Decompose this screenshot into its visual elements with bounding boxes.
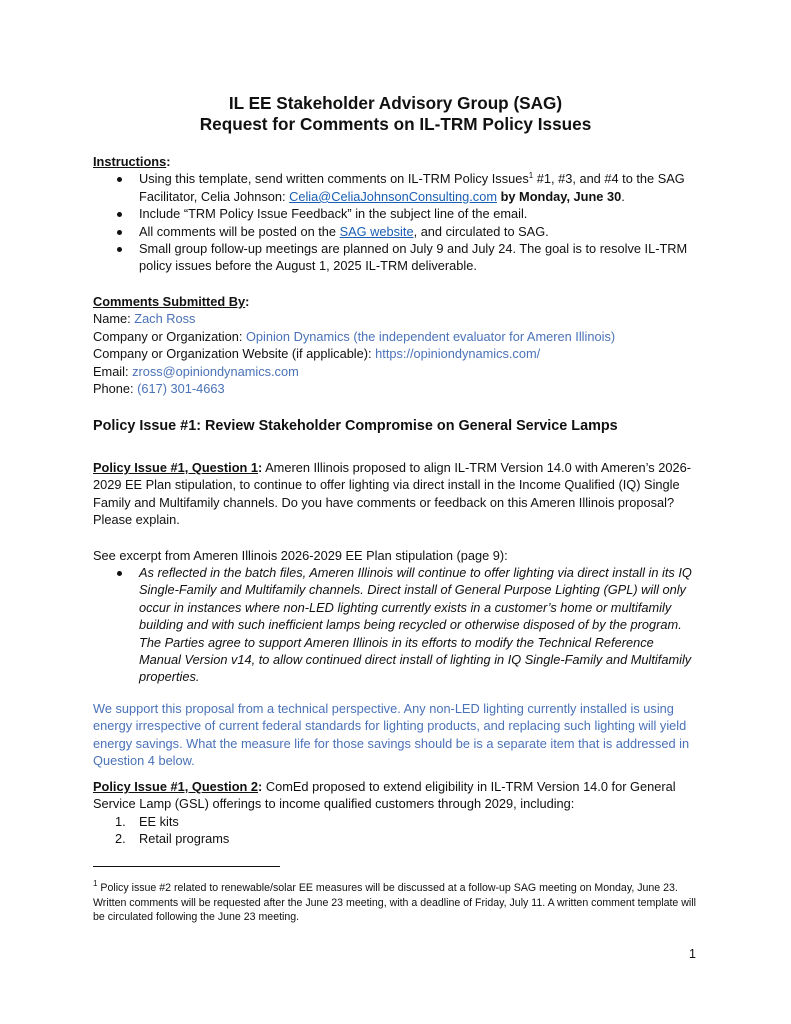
website-value: https://opiniondynamics.com/: [375, 346, 541, 362]
bullet-icon: [117, 247, 122, 252]
instructions-heading: Instructions:: [93, 154, 171, 169]
excerpt-intro: See excerpt from Ameren Illinois 2026-2029 EE Plan stipulation (page 9):: [93, 548, 508, 563]
name-value: Zach Ross: [134, 311, 196, 327]
footnote-divider: [93, 866, 280, 867]
deadline: by Monday, June 30: [500, 188, 622, 204]
email-row: Email: zross@opiniondynamics.com: [93, 363, 299, 379]
organization-value: Opinion Dynamics (the independent evaluator for Ameren Illinois): [245, 328, 616, 344]
instructions-section: [93, 153, 697, 275]
response-text: We support this proposal from a technical perspective. Any non-LED lighting currently installed is using energy irrespective of current federal standards for lighting products, and replacing such lighting will yield energy savings. What the measure life for those savings should be is a separate item that is addressed in Question 4 below.: [93, 701, 690, 769]
phone-value: (617) 301-4663: [137, 381, 225, 397]
title-line-1: IL EE Stakeholder Advisory Group (SAG): [228, 93, 563, 113]
document-title: [0, 93, 791, 135]
footnote-reference[interactable]: 1: [528, 171, 534, 181]
instruction-item-3: All comments will be posted on the SAG website, and circulated to SAG.: [93, 223, 697, 240]
question-2-label: Policy Issue #1, Question 2: [93, 779, 259, 794]
instructions-list: [93, 170, 697, 274]
list-item: 1. EE kits: [115, 813, 179, 829]
footnote: [93, 881, 697, 925]
bullet-icon: [117, 230, 122, 235]
bullet-icon: [117, 571, 122, 576]
instruction-item-4: Small group follow-up meetings are planned on July 9 and July 24. The goal is to resolve IL-TRM policy issues before the August 1, 2025 IL-TRM deliverable.: [93, 240, 697, 275]
email-value: zross@opiniondynamics.com: [132, 363, 299, 379]
phone-row: Phone: (617) 301-4663: [93, 381, 225, 397]
title-line-2: Request for Comments on IL-TRM Policy Issues: [199, 114, 592, 134]
question-1: Policy Issue #1, Question 1: Ameren Illinois proposed to align IL-TRM Version 14.0 with Ameren’s 2026-2029 EE Plan stipulation, to continue to offer lighting via direct install in the Income Qualified (IQ) Single Family and Multifamily channels. Do you have comments or feedback on this Ameren Illinois proposal? Please explain.: [93, 460, 691, 528]
page-number: 1: [689, 947, 696, 961]
footnote-marker: 1: [93, 879, 98, 888]
facilitator-email-link[interactable]: Celia@CeliaJohnsonConsulting.com: [289, 188, 497, 204]
submitter-heading: Comments Submitted By:: [93, 294, 250, 309]
excerpt-text: As reflected in the batch files, Ameren Illinois will continue to offer lighting via direct install in its IQ Single-Family and Multifamily channels. Direct install of General Purpose Lighting (GPL) will only occur in instances where non-LED lighting currently exists in a customer’s home or multifamily building and with such inefficient lamps being recycled or otherwise disposed of by the program. The Parties agree to support Ameren Illinois in its efforts to modify the Technical Reference Manual Version v14, to allow continued direct install of lighting in IQ Single-Family and Multifamily properties.: [139, 565, 692, 685]
sag-website-link[interactable]: SAG website: [339, 223, 414, 239]
name-row: Name: Zach Ross: [93, 311, 196, 327]
submitter-section: [93, 293, 697, 397]
excerpt-list: [93, 564, 697, 686]
list-item: 2. Retail programs: [115, 831, 230, 847]
instruction-item-2: Include “TRM Policy Issue Feedback” in the subject line of the email.: [93, 205, 697, 222]
question-2: Policy Issue #1, Question 2: ComEd proposed to extend eligibility in IL-TRM Version 14.0 for General Service Lamp (GSL) offerings to income qualified customers through 2029, including: 1. EE kits 2. Retail programs: [93, 778, 697, 848]
excerpt-section: [93, 564, 697, 686]
excerpt-item: [93, 564, 697, 686]
bullet-icon: [117, 212, 122, 217]
website-row: Company or Organization Website (if applicable): https://opiniondynamics.com/: [93, 346, 541, 362]
instruction-item-1: Using this template, send written comments on IL-TRM Policy Issues$^1$ #1, #3, and #4 to the SAG Facilitator, Celia Johnson: Celia@CeliaJohnsonConsulting.com by Monday, June 30.: [93, 170, 697, 205]
question-1-label: Policy Issue #1, Question 1: [93, 460, 259, 475]
footnote-text: Policy issue #2 related to renewable/solar EE measures will be discussed at a follow-up SAG meeting on Monday, June 23. Written comments will be requested after the June 23 meeting, with a deadline of Friday, July 11. A written comment template will be circulated following the June 23 meeting.: [93, 882, 696, 923]
bullet-icon: [117, 177, 122, 182]
policy-issue-1-heading: Policy Issue #1: Review Stakeholder Compromise on General Service Lamps: [93, 418, 618, 434]
organization-row: Company or Organization: Opinion Dynamics (the independent evaluator for Ameren Illinois): [93, 328, 616, 344]
question-2-list: [93, 813, 697, 848]
